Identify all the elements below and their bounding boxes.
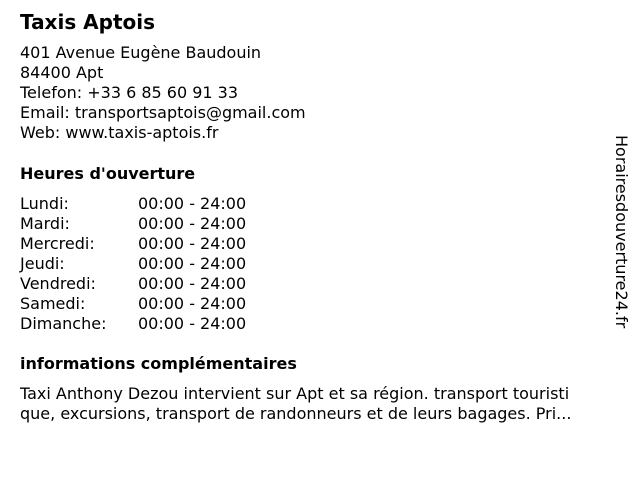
day-label: Samedi:: [20, 294, 86, 313]
web-line: Web: www.taxis-aptois.fr: [20, 123, 219, 142]
opening-hours-heading: Heures d'ouverture: [20, 164, 196, 183]
day-label: Lundi:: [20, 194, 69, 213]
hours-row-wednesday: [20, 234, 280, 254]
hours-row-monday: [20, 194, 280, 214]
street-address: 401 Avenue Eugène Baudouin: [20, 43, 262, 62]
hours-row-friday: [20, 274, 280, 294]
time-range: 00:00 - 24:00: [138, 314, 247, 333]
info-line-1: Taxi Anthony Dezou intervient sur Apt et sa région. transport touristi: [20, 384, 570, 403]
vertical-brand-text: Horairesdouverture24.fr: [612, 135, 631, 329]
time-range: 00:00 - 24:00: [138, 294, 247, 313]
hours-row-sunday: [20, 314, 280, 334]
time-range: 00:00 - 24:00: [138, 254, 247, 273]
phone-line: Telefon: +33 6 85 60 91 33: [20, 83, 239, 102]
day-label: Dimanche:: [20, 314, 107, 333]
contact-block: [20, 43, 306, 143]
time-range: 00:00 - 24:00: [138, 234, 247, 253]
day-label: Jeudi:: [20, 254, 65, 273]
hours-row-tuesday: [20, 214, 280, 234]
day-label: Vendredi:: [20, 274, 96, 293]
city-postcode: 84400 Apt: [20, 63, 104, 82]
time-range: 00:00 - 24:00: [138, 194, 247, 213]
hours-row-saturday: [20, 294, 280, 314]
time-range: 00:00 - 24:00: [138, 274, 247, 293]
day-label: Mardi:: [20, 214, 70, 233]
business-name: Taxis Aptois: [20, 10, 156, 34]
info-line-2: que, excursions, transport de randonneurs et de leurs bagages. Pri...: [20, 404, 572, 423]
day-label: Mercredi:: [20, 234, 95, 253]
hours-row-thursday: [20, 254, 280, 274]
additional-info-heading: informations complémentaires: [20, 354, 297, 373]
email-line: Email: transportsaptois@gmail.com: [20, 103, 306, 122]
additional-info-text: [20, 384, 622, 424]
time-range: 00:00 - 24:00: [138, 214, 247, 233]
opening-hours-table: [20, 194, 280, 334]
